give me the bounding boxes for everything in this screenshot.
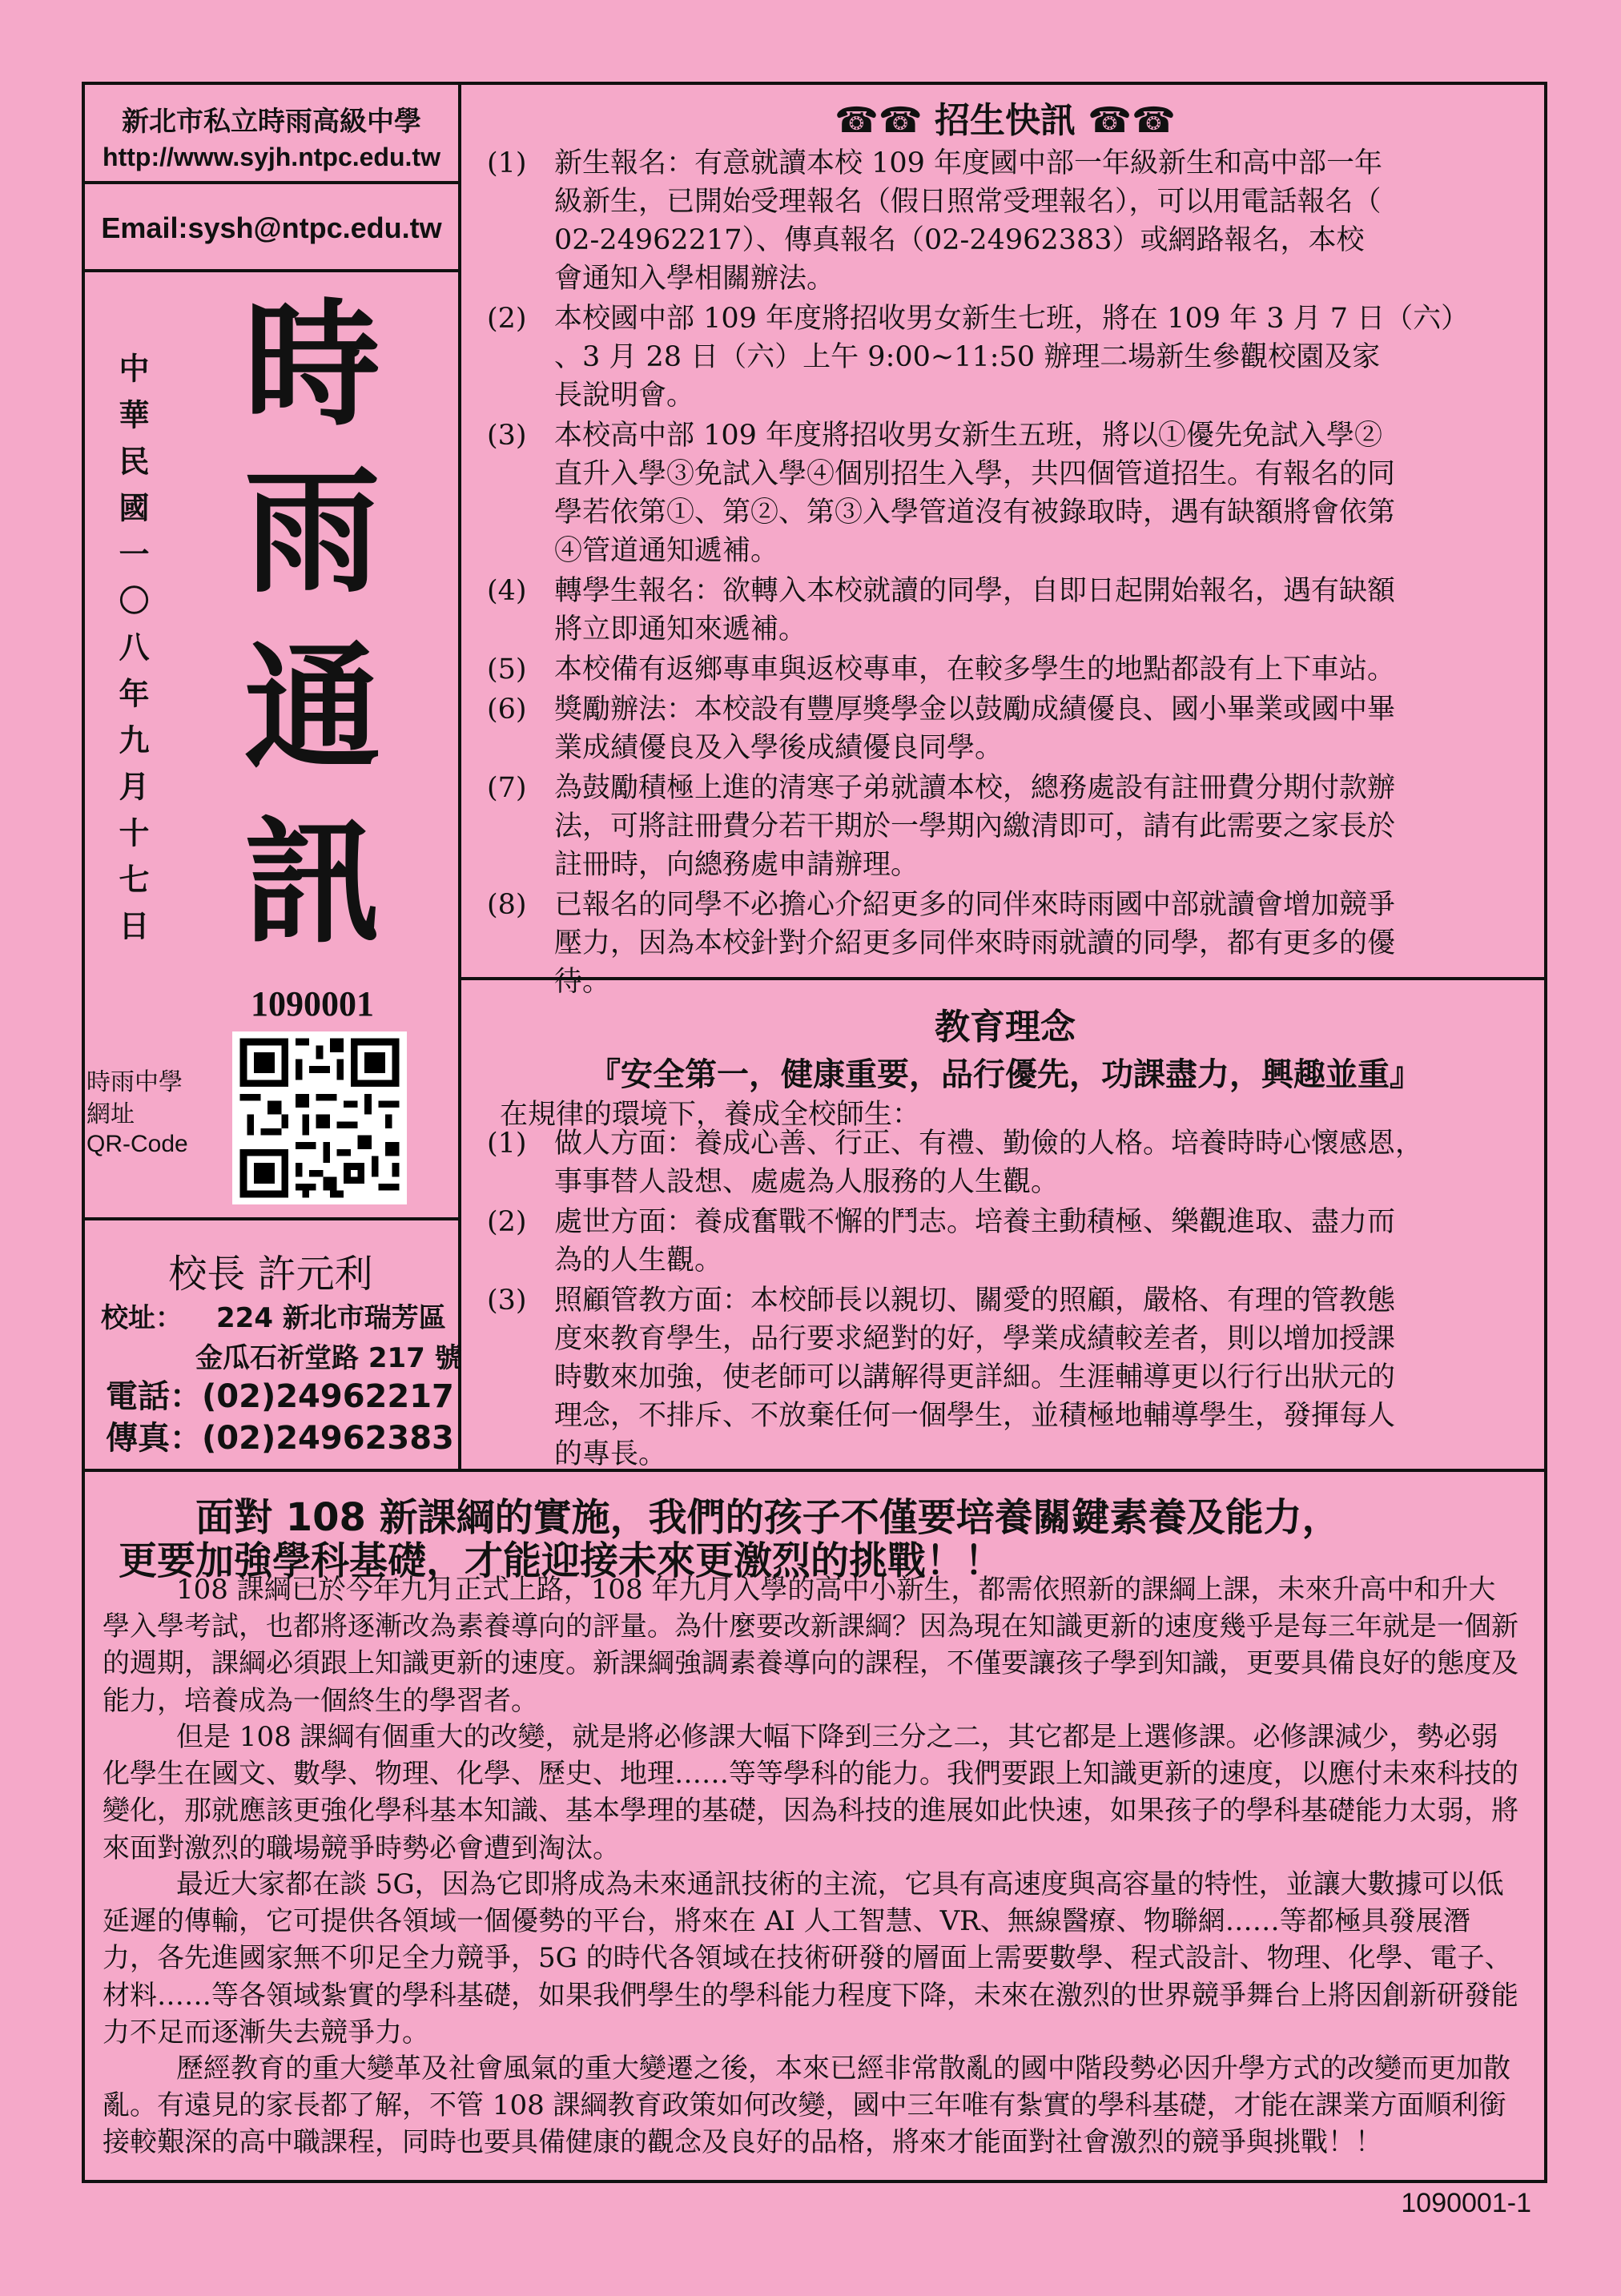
admissions-title: ☎☎ 招生快訊 ☎☎ bbox=[835, 100, 1176, 141]
school-email[interactable]: Email:sysh@ntpc.edu.tw bbox=[101, 211, 442, 244]
principal-name: 校長 許元利 bbox=[168, 1252, 373, 1297]
list-item-text: 直升入學③免試入學④個別招生入學，共四個管道招生。有報名的同 bbox=[554, 458, 1396, 490]
list-item-text: 時數來加強，使老師可以講解得更詳細。生涯輔導更以行行出狀元的 bbox=[554, 1361, 1396, 1393]
list-item-text: 壓力，因為本校針對介紹更多同伴來時雨就讀的同學，都有更多的優 bbox=[554, 927, 1396, 959]
list-item bbox=[487, 144, 1528, 298]
list-item-text: 獎勵辦法：本校設有豐厚獎學金以鼓勵成績優良、國小畢業或國中畢 bbox=[554, 694, 1396, 726]
list-item-text: 02-24962217）、傳真報名（02-24962383）或網路報名，本校 bbox=[554, 224, 1365, 256]
list-item-number: (6) bbox=[487, 694, 527, 726]
list-item-text: 為鼓勵積極上進的清寒子弟就讀本校，總務處設有註冊費分期付款辦 bbox=[554, 772, 1396, 804]
article-headline: 更要加強學科基礎，才能迎接未來更激烈的挑戰！！ bbox=[119, 1538, 1004, 1583]
phone-number: 電話：(02)24962217 bbox=[106, 1378, 454, 1415]
list-item-text: 做人方面：養成心善、行正、有禮、勤儉的人格。培養時時心懷感恩， bbox=[554, 1128, 1424, 1160]
list-item-text: 法，可將註冊費分若干期於一學期內繳清即可，請有此需要之家長於 bbox=[554, 810, 1396, 842]
list-item-text: 本校國中部 109 年度將招收男女新生七班，將在 109 年 3 月 7 日（六） bbox=[554, 303, 1470, 335]
list-item-text: 的專長。 bbox=[554, 1438, 667, 1470]
article-paragraph: 歷經教育的重大變革及社會風氣的重大變遷之後，本來已經非常散亂的國中階段勢必因升學方式的改變而更加散亂。有遠見的家長都了解，不管 108 課綱教育政策如何改變，國中三年唯有紮實的學科基礎，才能在課業方面順利銜接較艱深的高中職課程，同時也要具備健康的觀念及良好的品格，將來才能面對社會激烈的競爭與挑戰！！ bbox=[103, 2053, 1510, 2159]
list-item-text: 待。 bbox=[554, 966, 611, 998]
list-item-text: 處世方面：養成奮戰不懈的鬥志。培養主動積極、樂觀進取、盡力而 bbox=[554, 1206, 1396, 1238]
list-item-number: (2) bbox=[487, 303, 527, 335]
list-item-text: 轉學生報名：欲轉入本校就讀的同學，自即日起開始報名，遇有缺額 bbox=[554, 575, 1396, 607]
list-item bbox=[487, 1281, 1528, 1474]
list-item-text: 級新生，已開始受理報名（假日照常受理報名），可以用電話報名（ bbox=[554, 186, 1382, 218]
list-item bbox=[487, 1124, 1528, 1201]
list-item bbox=[487, 572, 1528, 649]
list-item-text: 、3 月 28 日（六）上午 9:00~11:50 辦理二場新生參觀校園及家 bbox=[554, 341, 1381, 373]
masthead-char: 時 bbox=[243, 287, 380, 445]
list-item-text: 度來教育學生，品行要求絕對的好，學業成績較差者，則以增加授課 bbox=[554, 1323, 1396, 1355]
list-item-number: (7) bbox=[487, 772, 527, 804]
qr-code-icon[interactable] bbox=[232, 1031, 407, 1204]
list-item-number: (5) bbox=[487, 653, 527, 686]
list-item bbox=[487, 886, 1528, 1001]
list-item-number: (3) bbox=[487, 420, 527, 452]
list-item bbox=[487, 1203, 1528, 1280]
list-item bbox=[487, 690, 1528, 767]
list-item-text: 會通知入學相關辦法。 bbox=[554, 263, 835, 295]
list-item-number: (4) bbox=[487, 575, 527, 607]
issue-number: 1090001 bbox=[251, 984, 374, 1023]
qr-label: QR-Code bbox=[86, 1131, 188, 1157]
list-item-text: 本校高中部 109 年度將招收男女新生五班，將以①優先免試入學② bbox=[554, 420, 1383, 452]
school-name: 新北市私立時雨高級中學 bbox=[122, 106, 421, 138]
address-line: 224 新北市瑞芳區 bbox=[216, 1302, 446, 1334]
philosophy-title: 教育理念 bbox=[935, 1007, 1076, 1047]
list-item bbox=[487, 650, 1528, 689]
masthead-char: 訊 bbox=[243, 804, 380, 963]
article-paragraph: 但是 108 課綱有個重大的改變，就是將必修課大幅下降到三分之二，其它都是上選修課。必修課減少，勢必弱化學生在國文、數學、物理、化學、歷史、地理……等等學科的能力。我們要跟上知識更新的速度，以應付未來科技的變化，那就應該更強化學科基本知識、基本學理的基礎，因為科技的進展如此快速，如果孩子的學科基礎能力太弱，將來面對激烈的職場競爭時勢必會遭到淘汰。 bbox=[103, 1721, 1518, 1864]
list-item-text: 長說明會。 bbox=[554, 380, 695, 412]
list-item-text: 註冊時，向總務處申請辦理。 bbox=[554, 849, 919, 881]
masthead-char: 通 bbox=[243, 629, 380, 788]
list-item-number: (8) bbox=[487, 889, 527, 921]
philosophy-motto: 『安全第一，健康重要，品行優先，功課盡力，興趣並重』 bbox=[589, 1056, 1422, 1093]
fax-number: 傳真：(02)24962383 bbox=[106, 1420, 454, 1457]
school-url[interactable]: http://www.syjh.ntpc.edu.tw bbox=[103, 143, 440, 171]
list-item-text: 學若依第①、第②、第③入學管道沒有被錄取時，遇有缺額將會依第 bbox=[554, 497, 1396, 529]
list-item-text: 事事替人設想、處處為人服務的人生觀。 bbox=[554, 1166, 1060, 1198]
list-item-text: 將立即通知來遞補。 bbox=[554, 613, 807, 645]
list-item-number: (3) bbox=[487, 1285, 527, 1317]
list-item-number: (1) bbox=[487, 1128, 527, 1160]
page-number: 1090001-1 bbox=[1401, 2188, 1531, 2218]
address-line: 金瓜石祈堂路 217 號 bbox=[195, 1342, 462, 1374]
masthead-char: 雨 bbox=[243, 453, 380, 612]
list-item-text: 本校備有返鄉專車與返校專車，在較多學生的地點都設有上下車站。 bbox=[554, 653, 1396, 686]
list-item-text: 新生報名：有意就讀本校 109 年度國中部一年級新生和高中部一年 bbox=[554, 147, 1383, 179]
list-item-number: (2) bbox=[487, 1206, 527, 1238]
list-item-number: (1) bbox=[487, 147, 527, 179]
address-label: 校址： bbox=[101, 1302, 183, 1334]
list-item-text: 為的人生觀。 bbox=[554, 1245, 723, 1277]
article-paragraph: 最近大家都在談 5G，因為它即將成為未來通訊技術的主流，它具有高速度與高容量的特性，並讓大數據可以低延遲的傳輸，它可提供各領域一個優勢的平台，將來在 AI 人工智慧、VR、無線醫療、物聯網……等都極具發展潛力，各先進國家無不卯足全力競爭，5G 的時代各領域在技術研發的層面上需要數學、程式設計、物理、化學、電子、材料……等各領域紮實的學科基礎，如果我們學生的學科能力程度下降，未來在激烈的世界競爭舞台上將因創新研發能力不足而逐漸失去競爭力。 bbox=[103, 1868, 1518, 2049]
philosophy-lead: 在規律的環境下，養成全校師生： bbox=[500, 1099, 921, 1131]
article-headline: 面對 108 新課綱的實施，我們的孩子不僅要培養關鍵素養及能力， bbox=[195, 1495, 1341, 1540]
list-item bbox=[487, 300, 1528, 415]
publication-date: 中華民國一〇八年九月十七日 bbox=[114, 352, 149, 956]
article-paragraph: 108 課綱已於今年九月正式上路，108 年九月入學的高中小新生，都需依照新的課綱上課，未來升高中和升大學入學考試，也都將逐漸改為素養導向的評量。為什麼要改新課綱？因為現在知識更新的速度幾乎是每三年就是一個新的週期，課綱必須跟上知識更新的速度。新課綱強調素養導向的課程，不僅要讓孩子學到知識，更要具備良好的態度及能力，培養成為一個終生的學習者。 bbox=[103, 1574, 1518, 1717]
list-item-text: 照顧管教方面：本校師長以親切、關愛的照顧，嚴格、有理的管教態 bbox=[554, 1285, 1396, 1317]
qr-label: 網址 bbox=[86, 1100, 135, 1128]
list-item-text: ④管道通知遞補。 bbox=[554, 535, 779, 567]
list-item-text: 已報名的同學不必擔心介紹更多的同伴來時雨國中部就讀會增加競爭 bbox=[554, 889, 1396, 921]
list-item-text: 理念，不排斥、不放棄任何一個學生，並積極地輔導學生，發揮每人 bbox=[554, 1400, 1396, 1432]
list-item-text: 業成績優良及入學後成績優良同學。 bbox=[554, 732, 1004, 764]
qr-label: 時雨中學 bbox=[86, 1068, 183, 1096]
list-item bbox=[487, 769, 1528, 884]
list-item bbox=[487, 416, 1528, 570]
column-divider bbox=[458, 82, 461, 1472]
